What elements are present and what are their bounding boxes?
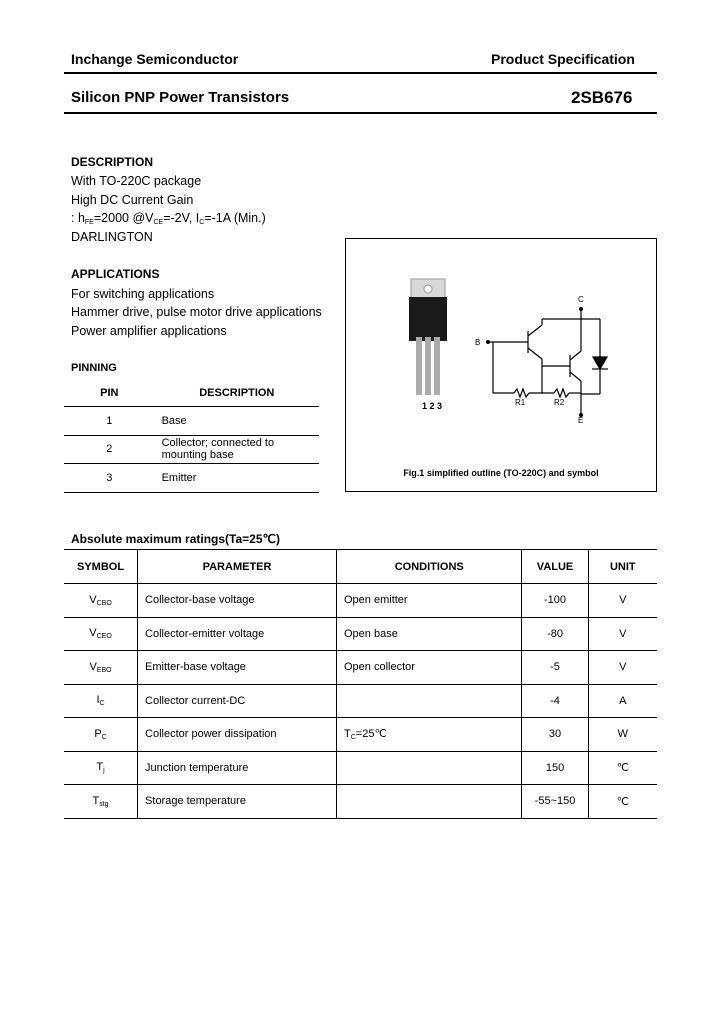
parameter-cell: Collector current-DC [138,684,337,718]
parameter-header: PARAMETER [138,550,337,584]
pin-description: Collector; connected to mounting base [161,437,275,461]
symbol-cell: $V_{EBO}$ [64,651,138,685]
r1-label: R1 [515,398,526,407]
package-drawing [409,279,447,395]
table-row [64,651,657,685]
pin-numbers: 1 2 3 [422,401,443,411]
table-row [64,617,657,651]
table-row [64,684,657,718]
unit-cell: V [588,617,657,651]
symbol-cell: $I_C$ [64,684,138,718]
base-terminal [486,340,490,344]
pinning-title: PINNING [71,362,117,374]
parameter-cell: Storage temperature [138,785,337,819]
r2-label: R2 [554,398,565,407]
part-number: 2SB676 [571,88,633,107]
table-row [64,406,319,435]
value-cell: -55~150 [522,785,588,819]
collector-label: C [578,295,584,304]
parameter-cell: Junction temperature [138,751,337,785]
hfe-line: : $h_{FE}=2000$ $@V_{CE}=-2V$, $I_C=-1A$ (Min.) [71,211,266,226]
spec-label: Product Specification [491,51,635,67]
figure-box [345,238,657,492]
unit-cell: ℃ [588,785,657,819]
conditions-cell: Open base [337,617,522,651]
value-cell: 150 [522,751,588,785]
description-item: High DC Current Gain [71,193,194,207]
conditions-cell: Open emitter [337,584,522,618]
unit-cell: W [588,718,657,752]
parameter-cell: Collector power dissipation [138,718,337,752]
pin-number: 1 [106,414,113,427]
darlington-symbol [488,309,608,415]
conditions-cell [337,785,522,819]
unit-cell: V [588,584,657,618]
application-item: For switching applications [71,287,215,301]
pin-description: Emitter [161,471,197,484]
application-item: Hammer drive, pulse motor drive applications [71,305,322,319]
emitter-label: E [578,416,584,425]
table-row [64,785,657,819]
value-cell: 30 [522,718,588,752]
header-rule-top [64,72,657,74]
ratings-header-row [64,550,657,584]
conditions-cell [337,751,522,785]
parameter-cell: Collector-emitter voltage [138,617,337,651]
symbol-cell: $V_{CBO}$ [64,584,138,618]
parameter-cell: Emitter-base voltage [138,651,337,685]
value-cell: -4 [522,684,588,718]
collector-terminal [579,307,583,311]
description-header: DESCRIPTION [199,386,275,399]
parameter-cell: Collector-base voltage [138,584,337,618]
product-type: Silicon PNP Power Transistors [71,89,290,106]
table-row [64,718,657,752]
pin-description: Base [161,414,187,427]
header-rule-bottom [64,112,657,114]
package-and-symbol-diagram [346,239,656,491]
unit-header: UNIT [588,550,657,584]
figure-caption: Fig.1 simplified outline (TO-220C) and symbol [403,468,599,478]
conditions-header: CONDITIONS [337,550,522,584]
table-row [64,463,319,492]
conditions-cell [337,684,522,718]
application-item: Power amplifier applications [71,324,227,338]
description-item: With TO-220C package [71,174,202,188]
unit-cell: A [588,684,657,718]
symbol-header: SYMBOL [64,550,138,584]
table-row [64,751,657,785]
ratings-table [64,549,657,819]
unit-cell: ℃ [588,751,657,785]
symbol-cell: $P_C$ [64,718,138,752]
conditions-cell: $T_C=25℃$ [337,718,522,752]
value-header: VALUE [522,550,588,584]
description-item: DARLINGTON [71,230,153,244]
table-row [64,584,657,618]
applications-title: APPLICATIONS [71,267,160,281]
unit-cell: V [588,651,657,685]
value-cell: -5 [522,651,588,685]
ratings-title: Absolute maximum ratings(Ta=25℃) [71,532,280,546]
company-name: Inchange Semiconductor [71,51,239,67]
pin-number: 2 [106,443,113,455]
value-cell: -100 [522,584,588,618]
value-cell: -80 [522,617,588,651]
pin-number: 3 [106,471,113,484]
pin-header: PIN [100,386,119,399]
table-row [64,435,319,463]
base-label: B [475,338,481,347]
pinning-table [64,380,319,493]
conditions-cell: Open collector [337,651,522,685]
description-title: DESCRIPTION [71,155,154,169]
symbol-cell: $V_{CEO}$ [64,617,138,651]
pinning-header-row [64,380,319,406]
symbol-cell: $T_{stg}$ [64,785,138,819]
symbol-cell: $T_j$ [64,751,138,785]
